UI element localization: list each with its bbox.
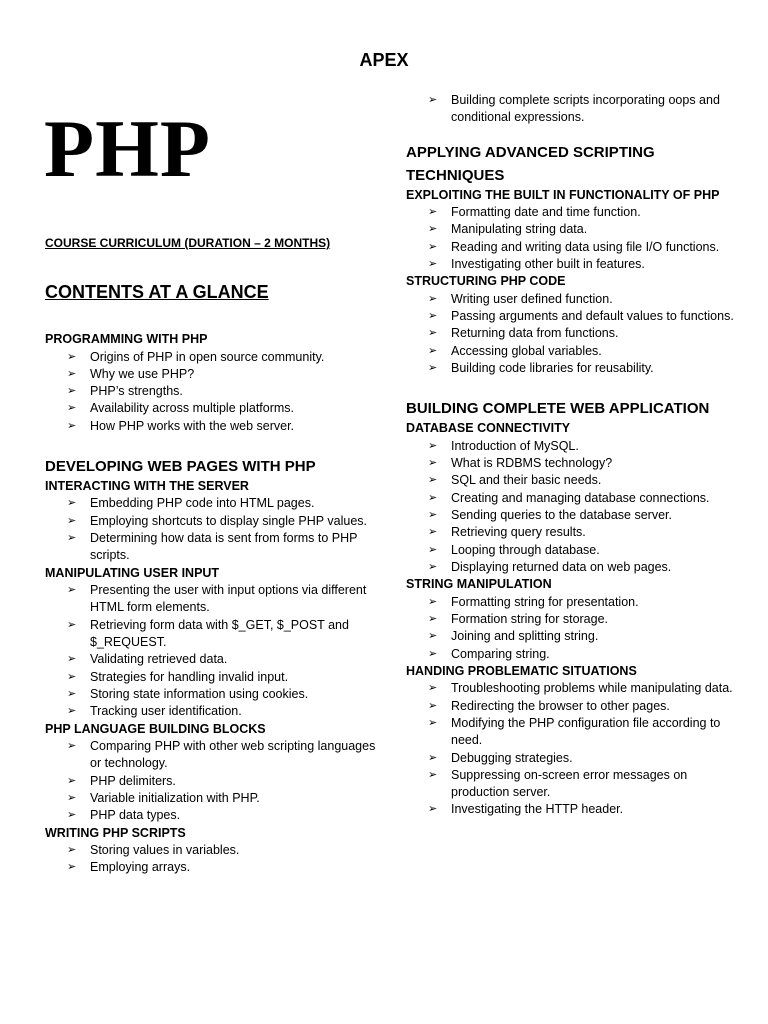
list-item (428, 698, 741, 715)
writing-list (45, 842, 385, 877)
arrowhead-bullet-icon: ➢ (428, 491, 438, 504)
arrowhead-bullet-icon: ➢ (428, 595, 438, 608)
arrowhead-bullet-icon: ➢ (428, 240, 438, 253)
carryover-list (406, 92, 741, 127)
list-item-text: Returning data from functions. (451, 326, 619, 341)
writing-heading: WRITING PHP SCRIPTS (45, 825, 186, 840)
interacting-list (45, 495, 385, 564)
list-item-text: Suppressing on-screen error messages on production server. (451, 767, 688, 800)
list-item (67, 859, 385, 876)
list-item-text: Investigating the HTTP header. (451, 802, 624, 817)
arrowhead-bullet-icon: ➢ (428, 292, 438, 305)
header-apex: APEX (359, 50, 409, 70)
list-item-text: Strategies for handling invalid input. (90, 669, 289, 684)
arrowhead-bullet-icon: ➢ (428, 647, 438, 660)
list-item (67, 773, 385, 790)
list-item (67, 686, 385, 703)
arrowhead-bullet-icon: ➢ (67, 653, 77, 666)
list-item-text: Origins of PHP in open source community. (90, 349, 325, 364)
arrowhead-bullet-icon: ➢ (428, 474, 438, 487)
list-item (428, 256, 741, 273)
list-item (428, 92, 741, 127)
list-item (67, 703, 385, 720)
arrowhead-bullet-icon: ➢ (67, 791, 77, 804)
list-item-text: Embedding PHP code into HTML pages. (90, 496, 315, 511)
list-item-text: Manipulating string data. (451, 222, 588, 237)
left-column (45, 331, 385, 877)
list-item (428, 221, 741, 238)
list-item (428, 343, 741, 360)
arrowhead-bullet-icon: ➢ (67, 844, 77, 857)
list-item-text: Building code libraries for reusability. (451, 360, 654, 375)
string-heading: STRING MANIPULATION (406, 577, 552, 592)
arrowhead-bullet-icon: ➢ (67, 385, 77, 398)
arrowhead-bullet-icon: ➢ (428, 206, 438, 219)
list-item (428, 360, 741, 377)
list-item-text: What is RDBMS technology? (451, 456, 613, 471)
list-item (67, 400, 385, 417)
list-item-text: PHP’s strengths. (90, 384, 183, 399)
database-list (406, 438, 741, 576)
list-item-text: Joining and splitting string. (451, 629, 599, 644)
list-item (428, 646, 741, 663)
programming-heading: PROGRAMMING WITH PHP (45, 332, 208, 346)
arrowhead-bullet-icon: ➢ (428, 457, 438, 470)
list-item (67, 582, 385, 617)
structuring-heading: STRUCTURING PHP CODE (406, 274, 566, 289)
list-item (428, 680, 741, 697)
manipulating-heading: MANIPULATING USER INPUT (45, 565, 220, 580)
arrowhead-bullet-icon: ➢ (428, 344, 438, 357)
list-item-text: Writing user defined function. (451, 291, 613, 306)
list-item (67, 418, 385, 435)
arrowhead-bullet-icon: ➢ (428, 682, 438, 695)
list-item (428, 715, 741, 750)
list-item (67, 738, 385, 773)
list-item-text: Validating retrieved data. (90, 652, 228, 667)
list-item (428, 801, 741, 818)
list-item-text: PHP delimiters. (90, 773, 176, 788)
list-item-text: Introduction of MySQL. (451, 438, 579, 453)
right-column (406, 92, 741, 819)
arrowhead-bullet-icon: ➢ (428, 751, 438, 764)
arrowhead-bullet-icon: ➢ (67, 367, 77, 380)
list-item-text: Storing state information using cookies. (90, 686, 309, 701)
arrowhead-bullet-icon: ➢ (67, 402, 77, 415)
list-item (428, 291, 741, 308)
list-item-text: Creating and managing database connections. (451, 490, 710, 505)
arrowhead-bullet-icon: ➢ (67, 532, 77, 545)
list-item-text: Passing arguments and default values to functions. (451, 309, 734, 324)
arrowhead-bullet-icon: ➢ (428, 223, 438, 236)
arrowhead-bullet-icon: ➢ (428, 716, 438, 729)
list-item (67, 349, 385, 366)
arrowhead-bullet-icon: ➢ (428, 327, 438, 340)
list-item-text: Retrieving query results. (451, 525, 586, 540)
list-item (67, 790, 385, 807)
list-item (67, 383, 385, 400)
list-item (428, 472, 741, 489)
list-item (67, 366, 385, 383)
list-item (428, 204, 741, 221)
list-item (428, 767, 741, 802)
list-item-text: Comparing string. (451, 646, 550, 661)
programming-list (45, 349, 385, 435)
list-item-text: Comparing PHP with other web scripting languages or technology. (90, 739, 376, 771)
arrowhead-bullet-icon: ➢ (67, 514, 77, 527)
list-item-text: SQL and their basic needs. (451, 473, 602, 488)
list-item-text: Modifying the PHP configuration file according to need. (451, 715, 721, 748)
blocks-heading: PHP LANGUAGE BUILDING BLOCKS (45, 721, 266, 736)
interacting-heading: INTERACTING WITH THE SERVER (45, 478, 249, 493)
list-item-text: Reading and writing data using file I/O functions. (451, 239, 720, 254)
list-item (428, 611, 741, 628)
list-item-text: Looping through database. (451, 542, 600, 557)
list-item-text: Retrieving form data with $_GET, $_POST and $_REQUEST. (90, 617, 349, 650)
arrowhead-bullet-icon: ➢ (67, 774, 77, 787)
arrowhead-bullet-icon: ➢ (428, 560, 438, 573)
arrowhead-bullet-icon: ➢ (67, 618, 77, 631)
course-curriculum-label: COURSE CURRICULUM (DURATION – 2 MONTHS) (45, 236, 331, 250)
arrowhead-bullet-icon: ➢ (67, 687, 77, 700)
list-item (428, 490, 741, 507)
structuring-list (406, 291, 741, 377)
list-item (428, 750, 741, 767)
arrowhead-bullet-icon: ➢ (428, 699, 438, 712)
list-item (428, 594, 741, 611)
list-item (428, 542, 741, 559)
list-item (428, 239, 741, 256)
arrowhead-bullet-icon: ➢ (428, 768, 438, 781)
list-item-text: Debugging strategies. (451, 750, 573, 765)
list-item-text: Storing values in variables. (90, 843, 240, 858)
arrowhead-bullet-icon: ➢ (428, 508, 438, 521)
arrowhead-bullet-icon: ➢ (428, 257, 438, 270)
exploiting-heading: EXPLOITING THE BUILT IN FUNCTIONALITY OF PHP (406, 187, 720, 202)
list-item (428, 308, 741, 325)
list-item-text: Employing arrays. (90, 860, 191, 875)
arrowhead-bullet-icon: ➢ (67, 419, 77, 432)
arrowhead-bullet-icon: ➢ (428, 361, 438, 374)
list-item-text: Redirecting the browser to other pages. (451, 698, 670, 713)
list-item-text: Formation string for storage. (451, 611, 609, 626)
list-item (428, 438, 741, 455)
list-item-text: Formatting date and time function. (451, 205, 641, 220)
arrowhead-bullet-icon: ➢ (428, 526, 438, 539)
blocks-list (45, 738, 385, 824)
list-item-text: Formatting string for presentation. (451, 594, 639, 609)
list-item (67, 495, 385, 512)
advanced-heading: APPLYING ADVANCED SCRIPTING TECHNIQUES (406, 143, 655, 184)
list-item (428, 455, 741, 472)
contents-at-a-glance-heading: CONTENTS AT A GLANCE (45, 282, 269, 302)
list-item (67, 617, 385, 652)
list-item-text: Investigating other built in features. (451, 256, 645, 271)
arrowhead-bullet-icon: ➢ (67, 670, 77, 683)
list-item-text: Building complete scripts incorporating oops and conditional expressions. (451, 93, 720, 125)
arrowhead-bullet-icon: ➢ (67, 705, 77, 718)
exploiting-list (406, 204, 741, 273)
list-item (428, 628, 741, 645)
list-item (428, 559, 741, 576)
arrowhead-bullet-icon: ➢ (428, 630, 438, 643)
list-item-text: Displaying returned data on web pages. (451, 559, 672, 574)
arrowhead-bullet-icon: ➢ (428, 439, 438, 452)
list-item-text: Sending queries to the database server. (451, 507, 672, 522)
building-heading: BUILDING COMPLETE WEB APPLICATION (406, 400, 710, 418)
manipulating-list (45, 582, 385, 720)
list-item-text: Troubleshooting problems while manipulating data. (451, 681, 733, 696)
arrowhead-bullet-icon: ➢ (428, 310, 438, 323)
list-item-text: Employing shortcuts to display single PHP values. (90, 513, 367, 528)
list-item-text: Variable initialization with PHP. (90, 790, 260, 805)
list-item-text: Accessing global variables. (451, 343, 602, 358)
arrowhead-bullet-icon: ➢ (67, 584, 77, 597)
page-title-php: PHP (44, 103, 211, 194)
list-item (67, 842, 385, 859)
list-item-text: Tracking user identification. (90, 704, 242, 719)
arrowhead-bullet-icon: ➢ (67, 497, 77, 510)
arrowhead-bullet-icon: ➢ (67, 350, 77, 363)
developing-heading: DEVELOPING WEB PAGES WITH PHP (45, 457, 316, 475)
handling-list (406, 680, 741, 818)
list-item-text: How PHP works with the web server. (90, 418, 295, 433)
arrowhead-bullet-icon: ➢ (428, 94, 438, 106)
list-item (428, 507, 741, 524)
list-item-text: Presenting the user with input options via different HTML form elements. (90, 583, 367, 615)
list-item-text: Availability across multiple platforms. (90, 401, 295, 416)
arrowhead-bullet-icon: ➢ (67, 861, 77, 874)
list-item (67, 513, 385, 530)
list-item (428, 524, 741, 541)
list-item (67, 530, 385, 565)
arrowhead-bullet-icon: ➢ (428, 543, 438, 556)
arrowhead-bullet-icon: ➢ (428, 803, 438, 816)
list-item (67, 669, 385, 686)
arrowhead-bullet-icon: ➢ (428, 612, 438, 625)
arrowhead-bullet-icon: ➢ (67, 809, 77, 822)
string-list (406, 594, 741, 663)
list-item-text: Why we use PHP? (90, 366, 195, 381)
list-item-text: Determining how data is sent from forms to PHP scripts. (90, 531, 358, 563)
list-item-text: PHP data types. (90, 808, 181, 823)
arrowhead-bullet-icon: ➢ (67, 740, 77, 753)
list-item (428, 325, 741, 342)
list-item (67, 651, 385, 668)
list-item (67, 807, 385, 824)
handling-heading: HANDING PROBLEMATIC SITUATIONS (406, 663, 637, 678)
database-heading: DATABASE CONNECTIVITY (406, 421, 571, 436)
